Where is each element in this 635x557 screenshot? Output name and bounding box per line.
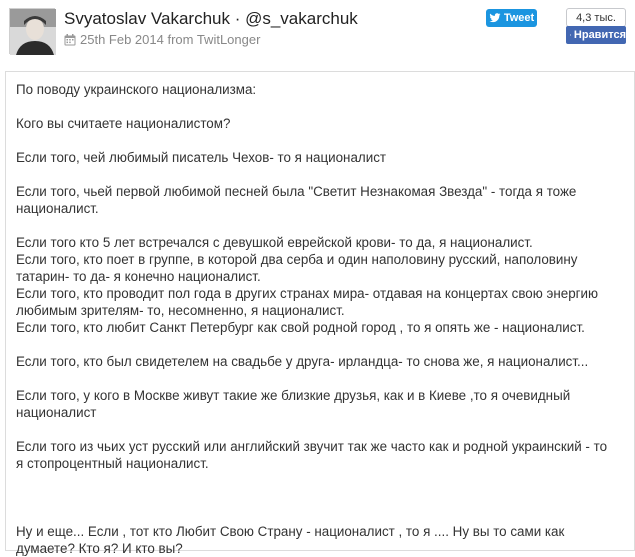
post-paragraph: Если того кто 5 лет встречался с девушкой еврейской крови- то да, я националист.	[16, 235, 533, 250]
post-paragraph: Если того, у кого в Москве живут такие же близкие друзья, как и в Киеве ,то я очевидный националист	[16, 388, 571, 420]
post-date-source: 25th Feb 2014 from TwitLonger	[80, 32, 261, 47]
post-paragraph: Если того из чьих уст русский или английский звучит так же часто как и родной украинский - то я стопроцентный националист.	[16, 439, 608, 471]
facebook-like-count: 4,3 тыс.	[566, 8, 626, 27]
post-body	[5, 71, 635, 556]
post-paragraph: Если того, кто был свидетелем на свадьбе у друга- ирландца- то снова же, я националист...	[16, 354, 589, 369]
post-paragraph: Если того, чей любимый писатель Чехов- то я националист	[16, 150, 387, 165]
post-paragraph: По поводу украинского национализма:	[16, 82, 257, 97]
facebook-icon	[570, 30, 571, 40]
avatar-photo	[10, 9, 56, 55]
tweet-button-label: Tweet	[503, 12, 535, 24]
post-paragraph: Ну и еще... Если , тот кто Любит Свою Страну - националист , то я .... Ну вы то сами как думаете? Кто я? И кто вы?	[16, 524, 565, 556]
avatar[interactable]	[9, 8, 55, 54]
post-header	[0, 0, 626, 66]
calendar-icon	[64, 34, 76, 46]
post-paragraph: Если того, кто проводит пол года в других странах мира- отдавая на концертах свою энергию любимым зрителям- то, несомненно, я националист.	[16, 286, 599, 318]
post-paragraph: Если того, кто поет в группе, в которой два серба и один наполовину русский, наполовину татарин- то да- я конечно националист.	[16, 252, 578, 284]
author-name[interactable]: Svyatoslav Vakarchuk · @s_vakarchuk	[64, 9, 358, 28]
twitter-bird-icon	[489, 12, 501, 24]
post-paragraph: Если того, чьей первой любимой песней была "Светит Незнакомая Звезда" - тогда я тоже националист.	[16, 184, 577, 216]
post-meta	[64, 32, 260, 47]
facebook-like-label: Нравится	[573, 29, 626, 41]
post-paragraph: Кого вы считаете националистом?	[16, 116, 231, 131]
facebook-like-button[interactable]	[566, 26, 626, 44]
tweet-button[interactable]	[486, 9, 537, 27]
post-paragraph: Если того, кто любит Санкт Петербург как свой родной город , то я опять же - националист.	[16, 320, 585, 335]
